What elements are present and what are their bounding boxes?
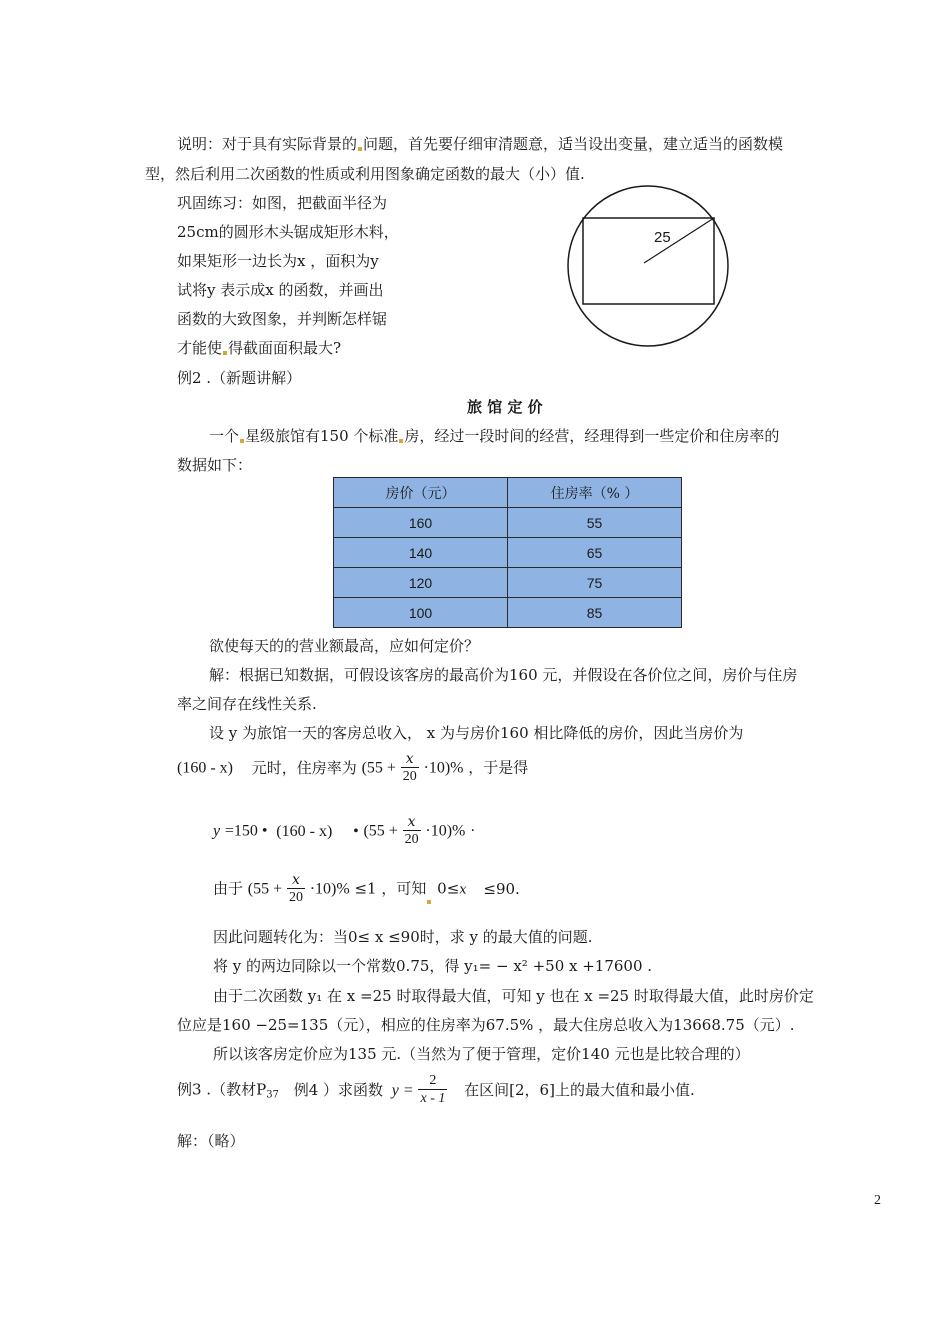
- solution-line-7: 位应是160 −25=135（元），相应的住房率为67.5% ，最大住房总收入为13668.75（元）.: [177, 1016, 795, 1034]
- cell-occupancy: 65: [508, 538, 682, 568]
- table-row: [334, 508, 682, 538]
- solution-line-3: 设 y 为旅馆一天的客房总收入， x 为与房价160 相比降低的房价，因此当房价为: [209, 724, 744, 742]
- fraction-x-over-20: $\frac{x}{20}$: [402, 751, 417, 784]
- example3-solution: 解：（略）: [177, 1132, 245, 1150]
- price-occupancy-table: [333, 477, 682, 628]
- solution-line-4: 因此问题转化为：当0≤ x ≤90时，求 y 的最大值的问题.: [213, 928, 593, 946]
- table-header-row: [334, 478, 682, 508]
- note-line-2: 型，然后利用二次函数的性质或利用图象确定函数的最大（小）值.: [145, 165, 585, 183]
- example2-question: 欲使每天的的营业额最高，应如何定价？: [209, 637, 480, 655]
- cell-price: 100: [334, 598, 508, 628]
- exercise-line-1: 巩固练习：如图，把截面半径为: [177, 194, 388, 212]
- example2-intro-2: 数据如下：: [177, 456, 253, 474]
- price-expression: (160 - x): [177, 759, 233, 777]
- formula-occupancy-rate: (160 - x) 元时，住房率为 (55 + $\frac{x}{20}$ ·10)% ，于是得: [177, 751, 529, 784]
- solution-line-1: 解：根据已知数据，可假设该客房的最高价为160 元，并假设在各价位之间，房价与住房: [209, 666, 798, 684]
- circle-rectangle-figure: [566, 184, 730, 348]
- solution-line-8: 所以该客房定价应为135 元.（当然为了便于管理，定价140 元也是比较合理的）: [213, 1045, 750, 1063]
- radius-label: 25: [654, 229, 671, 246]
- formula-constraint: 由于 (55 + $\frac{x}{20}$ ·10)% ≤1 ，可知 0≤x ≤90.: [213, 872, 520, 905]
- solution-line-5: 将 y 的两边同除以一个常数0.75，得 y₁= − x² +50 x +17600 .: [213, 957, 653, 975]
- fraction-2-over-x-minus-1: $\frac{2}{x - 1}$: [420, 1073, 446, 1106]
- formula-revenue: y =150 • (160 - x) • (55 + $\frac{x}{20}$ ·10)% ·: [213, 814, 476, 847]
- cell-occupancy: 75: [508, 568, 682, 598]
- table-row: [334, 538, 682, 568]
- example2-intro-1: 一个 星级旅馆有150 个标准 房，经过一段时间的经营，经理得到一些定价和住房率的: [209, 427, 780, 445]
- page-number: 2: [874, 1193, 881, 1208]
- exercise-line-6: 才能使 得截面面积最大?: [177, 339, 342, 357]
- exercise-line-4: 试将y 表示成x 的函数，并画出: [177, 281, 384, 299]
- cell-price: 160: [334, 508, 508, 538]
- cell-price: 140: [334, 538, 508, 568]
- exercise-line-5: 函数的大致图象，并判断怎样锯: [177, 310, 388, 328]
- exercise-line-3: 如果矩形一边长为x ，面积为y: [177, 252, 379, 270]
- table-row: [334, 598, 682, 628]
- cell-occupancy: 55: [508, 508, 682, 538]
- exercise-line-2: 25cm的圆形木头锯成矩形木料，: [177, 223, 399, 241]
- example2-heading: 例2 .（新题讲解）: [177, 369, 302, 387]
- log-cross-section-circle: [568, 186, 728, 346]
- cell-occupancy: 85: [508, 598, 682, 628]
- solution-line-6: 由于二次函数 y₁ 在 x =25 时取得最大值，可知 y 也在 x =25 时取得最大值，此时房价定: [213, 987, 814, 1005]
- cell-price: 120: [334, 568, 508, 598]
- fraction-x-over-20: $\frac{x}{20}$: [288, 872, 303, 905]
- note-line-1: 说明：对于具有实际背景的 问题，首先要仔细审清题意，适当设出变量，建立适当的函数模: [177, 135, 784, 153]
- example2-title: 旅 馆 定 价: [467, 398, 543, 416]
- formula-text: 元时，住房率为: [251, 758, 357, 777]
- header-price: 房价（元）: [334, 478, 508, 508]
- header-occupancy: 住房率（% ）: [508, 478, 682, 508]
- solution-line-2: 率之间存在线性关系.: [177, 695, 317, 713]
- fraction-x-over-20: $\frac{x}{20}$: [404, 814, 419, 847]
- table-row: [334, 568, 682, 598]
- example3-line: 例3 .（教材$P_{37}$ 例4 ）求函数 y = $\frac{2}{x - 1}$ 在区间[2，6]上的最大值和最小值.: [177, 1073, 695, 1106]
